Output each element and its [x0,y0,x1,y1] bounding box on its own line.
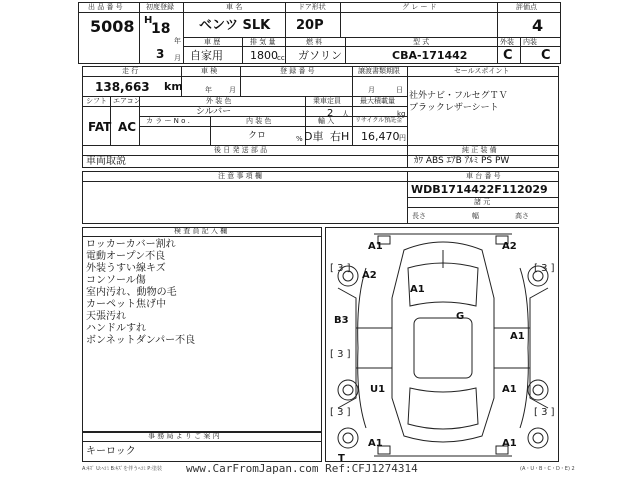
pct-sign: % [296,135,303,143]
mileage-value: 138,663 [95,80,150,94]
bracket-mark: [ 3 ] [330,407,351,418]
note-line: コンソール傷 [86,275,146,286]
fuel-value: ガソリン [298,49,342,62]
note-line: ボンネットダンパー不良 [86,335,196,346]
disp-label: 排 気 量 [250,38,276,46]
damage-mark: A1 [510,331,525,342]
shift-label: シフト [86,97,107,105]
reg-month: 3 [156,47,165,61]
note-line: 天張汚れ [86,311,126,322]
year-suffix: 年 [174,37,181,45]
recycle-day: 日 [396,86,403,94]
tax-value: 16,470 [361,130,400,143]
dim-height: 高さ [515,212,529,220]
fuel-label: 燃 料 [306,38,323,46]
int-grade: C [541,48,551,63]
score-value: 4 [532,16,544,35]
mileage-unit: km [164,80,183,93]
handle-value: 右H [330,130,350,143]
equip-label: 純 正 装 備 [462,146,497,154]
equip-value: ｶﾜ ABS ｴｱB ｱﾙﾐ PS PW [414,156,510,166]
reg-no-label: 登 録 番 号 [280,67,315,75]
insp-month-unit: 月 [229,86,236,94]
model-value: CBA-171442 [392,49,468,62]
damage-mark: A2 [502,241,517,252]
first-reg-label: 初度登録 [146,3,174,11]
door-label: ドア形状 [298,3,326,11]
load-label: 最大積載量 [360,97,395,105]
ac-label: エアコン [113,97,141,105]
sales-point-2: ブラックレザーシート [409,103,499,113]
caution-label: 注 意 事 項 欄 [218,172,262,180]
legend-footnote-right: (A・U・B・C・D・E) 2 [520,466,575,472]
import-label: 輸 入 [318,117,335,125]
legend-footnote-left: A:ｷｽﾞ U:ﾍｺﾐ B:ｷｽﾞを伴うﾍｺﾐ P:塗装 [82,466,162,472]
ext-grade-label: 外装 [500,38,514,46]
damage-mark: A1 [368,438,383,449]
damage-mark: U1 [370,384,386,395]
damage-mark: A2 [362,270,377,281]
tax-unit: 円 [399,134,406,142]
extra-items: 車両取説 [86,156,126,167]
office-title: 事 務 局 よ り ご 案 内 [148,432,220,440]
damage-mark: A1 [410,284,425,295]
bracket-mark: [ 3 ] [330,263,351,274]
inspection-notes [86,239,195,347]
damage-mark: A1 [502,438,517,449]
shift-value: FAT [88,120,112,134]
damage-mark: G [456,311,465,322]
sales-label: セールスポイント [454,67,510,75]
ext-grade: C [503,48,513,63]
car-name-label: 車 名 [226,3,243,11]
color-no-label: カ ラ ー N o . [146,117,190,125]
car-name: ベンツ SLK [199,18,271,33]
capacity-value: 2 [327,108,334,119]
dim-length: 長さ [412,212,426,220]
damage-mark: A1 [368,241,383,252]
era-letter: H [144,15,153,26]
note-line: 外装うすい線キズ [86,263,166,274]
color-value: シルバー [196,107,232,117]
inspection-label: 車 検 [201,67,218,75]
bracket-mark: [ 3 ] [534,263,555,274]
damage-mark: T [338,453,345,464]
import-value: D車 [304,130,324,143]
note-line: 電動オープン不良 [86,251,166,262]
capacity-unit: 人 [342,110,349,118]
ac-value: AC [118,120,137,134]
disp-unit: cc [277,54,285,62]
inspection-title: 検 査 員 記 入 欄 [174,227,228,235]
bracket-mark: [ 3 ] [534,407,555,418]
vin-label: 車 台 番 号 [466,172,501,180]
car-outline-svg [326,228,560,463]
capacity-label: 乗車定員 [313,97,341,105]
mileage-label: 走 行 [122,67,139,75]
dims-label: 諸 元 [474,198,491,206]
model-label: 型 式 [413,38,430,46]
score-label: 評価点 [516,3,537,11]
grade-label: グ レ ー ド [402,3,437,11]
damage-diagram [325,227,559,462]
insp-year-unit: 年 [205,86,212,94]
reg-year: 18 [151,21,171,37]
color-label: 外 装 色 [206,97,232,105]
note-line: ハンドルすれ [86,323,146,334]
vin-value: WDB1714422F112029 [411,183,548,196]
recycle-month: 月 [368,86,375,94]
tax-label: リサイクル預託金 [355,117,403,124]
int-grade-label: 内装 [523,38,537,46]
rear-parts-label: 後 日 発 送 部 品 [214,146,268,154]
door-type: 20P [296,18,324,33]
int-color-value: クロ [248,131,267,141]
note-line: カーペット焦げ中 [86,299,166,310]
office-note: キーロック [86,446,136,457]
lot-number: 5008 [90,17,135,36]
lot-label: 出 品 番 号 [88,3,123,11]
recycle-label: 譲渡書類期限 [358,67,400,75]
disp-value: 1800 [250,49,278,62]
sales-point-1: 社外ナビ・フルセグＴＶ [409,91,508,101]
note-line: 室内汚れ、動物の毛 [86,287,177,298]
note-line: ロッカーカバー割れ [86,239,176,250]
damage-mark: A1 [502,384,517,395]
damage-mark: B3 [334,315,349,326]
usage-label: 車 歴 [204,38,221,46]
usage-value: 自家用 [190,49,223,62]
dim-width: 幅 [472,212,479,220]
load-unit: kg [397,110,406,118]
bracket-mark: [ 3 ] [330,349,351,360]
watermark: www.CarFromJapan.com Ref:CFJ1274314 [186,462,418,475]
int-color-label: 内 装 色 [246,117,272,125]
month-suffix: 月 [174,54,181,62]
